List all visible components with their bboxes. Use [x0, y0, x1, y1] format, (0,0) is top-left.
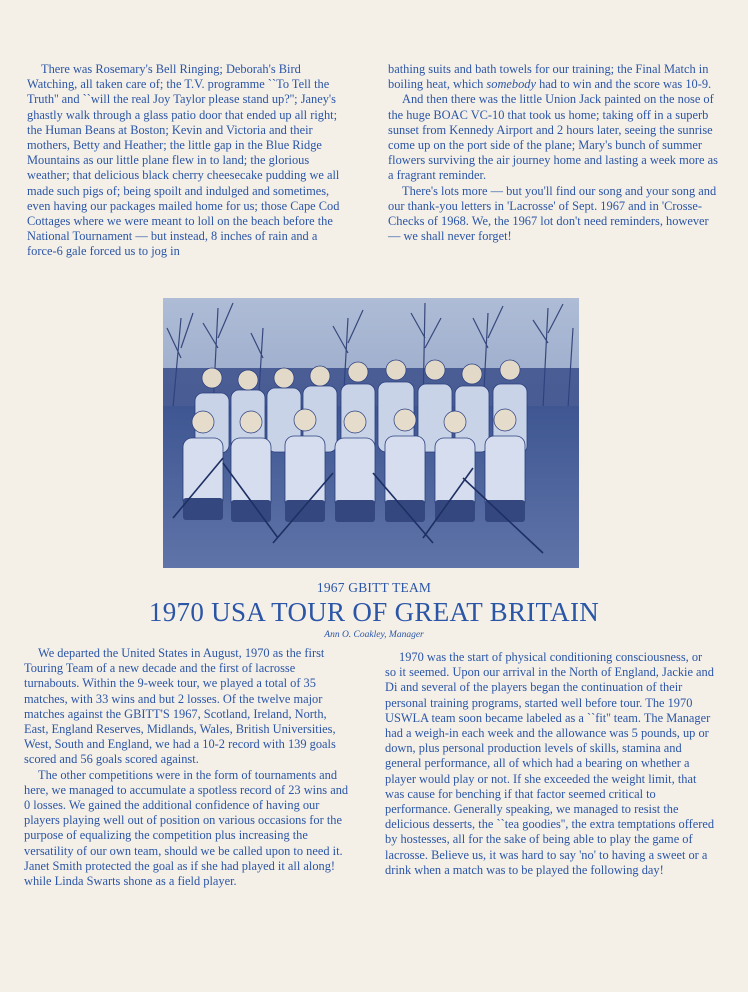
paragraph: There was Rosemary's Bell Ringing; Deborah's Bird Watching, all taken care of; the T.V. programme ``To Tell the Truth'' and ``will the real Joy Taylor please stand up?''; Janey's ghastly walk through a glass patio door that ended up all right; the Human Beans at Boston; Kevin and Victoria and their mothers, Betty and Heather; the little gap in the Blue Ridge Mountains as our little plane flew in to land; the glorious weather; that delicious black cherry cheesecake pudding we all made such pigs of; being spoilt and indulged and sometimes, even having our packages mailed home for us; those Cape Cod Cottages where we were meant to loll on the beach before the National Tournament — but instead, 8 inches of rain and a force-6 gale forced us to jog in: [27, 62, 340, 259]
team-photo: [163, 298, 579, 568]
bottom-left-column: [24, 646, 351, 889]
text-run: bathing suits and bath towels for our training; the Final Match in boiling heat, which: [388, 62, 709, 92]
top-left-column: [27, 62, 347, 260]
bottom-right-column: [385, 650, 715, 878]
paragraph: And then there was the little Union Jack painted on the nose of the huge BOAC VC-10 that took us home; taking off in a superb sunset from Kennedy Airport and 2 hours later, seeing the sunrise come up on the port side of the plane; Mary's bunch of summer flowers surviving the air journey home and lasting a week more as a fragrant reminder.: [388, 92, 718, 183]
paragraph: 1970 was the start of physical conditioning consciousness, or so it seemed. Upon our arrival in the North of England, Jackie and Di and several of the players began the continuation of their personal training programs, started well before tour. The 1970 USWLA team soon became labeled as a ``fit'' team. The Manager had a weigh-in each week and the allowance was 5 pounds, up or down, plus personal production levels of skills, stamina and general performance, all of which had a bearing on whether a player would play or not. If she exceeded the weight limit, that was cause for benching if that factor seemed critical to performance. Generally speaking, we managed to resist the delicious desserts, the ``tea goodies'', the extra temptations offered by hostesses, all for the sake of being able to play the game of lacrosse. Believe us, it was hard to say 'no' to having a sweet or a drink when a match was to be played the following day!: [385, 650, 715, 877]
top-right-column: [388, 62, 718, 244]
paragraph: [388, 62, 718, 92]
italic-text: somebody: [486, 77, 536, 92]
article-title: 1970 USA TOUR OF GREAT BRITAIN: [148, 597, 600, 627]
photo-caption: 1967 GBITT TEAM: [316, 580, 432, 595]
text-run: had to win and the score was 10-9.: [535, 77, 712, 92]
article-byline: Ann O. Coakley, Manager: [324, 630, 424, 640]
paragraph: We departed the United States in August, 1970 as the first Touring Team of a new decade and the first of lacrosse turnabouts. Within the 9-week tour, we played a total of 35 matches, with 33 wins and but 2 losses. Of the twelve major matches against the GBITT'S 1967, Scotland, Ireland, North, East, England Reserves, Midlands, Wales, British Universities, West, South and England, we had a 10-2 record with 139 goals scored and 56 goals scored against.: [24, 646, 336, 767]
paragraph: The other competitions were in the form of tournaments and here, we managed to accumulate a spotless record of 23 wins and 0 losses. We gained the additional confidence of having our players playing well out of position on various occasions for the purpose of equalizing the competition plus increasing the versatility of our own team, should we be called upon to need it. Janet Smith protected the goal as if she had played it all along! while Linda Swarts shone as a field player.: [24, 767, 349, 889]
paragraph: There's lots more — but you'll find our song and your song and our thank-you letters in 'Lacrosse' of Sept. 1967 and in 'Crosse-Checks of 1968. We, the 1967 lot don't need reminders, however — we shall never forget!: [388, 183, 717, 244]
